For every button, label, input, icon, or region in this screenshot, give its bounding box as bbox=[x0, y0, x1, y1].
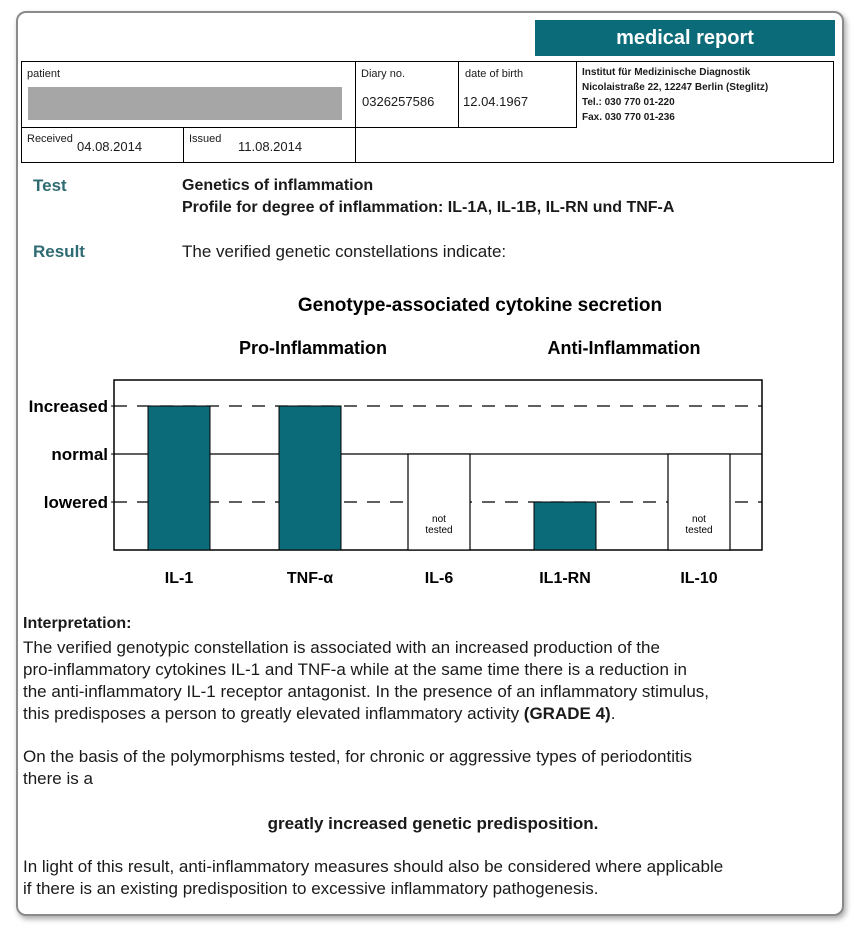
grade-label: (GRADE 4) bbox=[523, 704, 611, 723]
interpretation-paragraph-3 bbox=[23, 856, 723, 900]
issued-value: 11.08.2014 bbox=[238, 139, 303, 154]
diary-label: Diary no. bbox=[361, 68, 406, 80]
result-text: The verified genetic constellations indicate: bbox=[182, 242, 507, 261]
bar bbox=[148, 406, 210, 550]
institute-address bbox=[582, 65, 768, 125]
bar bbox=[534, 502, 596, 550]
interpretation-line: On the basis of the polymorphisms tested, for chronic or aggressive types of periodontitis bbox=[23, 747, 692, 766]
interpretation-line: if there is an existing predisposition to excessive inflammatory pathogenesis. bbox=[23, 879, 599, 898]
y-tick-label: Increased bbox=[28, 397, 108, 416]
group-label-pro: Pro-Inflammation bbox=[238, 338, 388, 358]
cytokine-chart bbox=[0, 280, 866, 880]
result-label: Result bbox=[33, 242, 85, 261]
interpretation-text: this predisposes a person to greatly elevated inflammatory activity bbox=[23, 704, 524, 723]
test-line1: Genetics of inflammation bbox=[182, 177, 374, 194]
chart-title: Genotype-associated cytokine secretion bbox=[297, 295, 663, 316]
institute-name: Institut für Medizinische Diagnostik bbox=[582, 67, 751, 78]
dob-value: 12.04.1967 bbox=[463, 94, 529, 109]
interpretation-heading: Interpretation: bbox=[23, 615, 132, 632]
interpretation-line: the anti-inflammatory IL-1 receptor antagonist. In the presence of an inflammatory stimulus, bbox=[23, 682, 709, 701]
not-tested-label: tested bbox=[685, 525, 713, 536]
not-tested-label: tested bbox=[425, 525, 453, 536]
institute-street: Nicolaistraße 22, 12247 Berlin (Steglitz) bbox=[582, 82, 769, 93]
y-tick-label: normal bbox=[51, 445, 108, 464]
received-value: 04.08.2014 bbox=[77, 139, 143, 154]
bar bbox=[279, 406, 341, 550]
interpretation-line: pro-inflammatory cytokines IL-1 and TNF-a while at the same time there is a reduction in bbox=[23, 660, 687, 679]
x-tick-label: IL-6 bbox=[424, 570, 454, 587]
diary-value: 0326257586 bbox=[362, 94, 435, 109]
dob-label: date of birth bbox=[465, 68, 524, 80]
issued-label: Issued bbox=[189, 133, 222, 145]
report-banner: medical report bbox=[535, 20, 835, 56]
x-tick-label: IL-10 bbox=[680, 570, 718, 587]
interpretation-line: there is a bbox=[23, 769, 93, 788]
interpretation-line: The verified genotypic constellation is associated with an increased production of the bbox=[23, 638, 660, 657]
y-tick-label: lowered bbox=[43, 493, 108, 512]
patient-name-redacted bbox=[28, 87, 342, 120]
conclusion: greatly increased genetic predisposition. bbox=[267, 814, 599, 833]
interpretation-paragraph-2 bbox=[23, 746, 692, 790]
interpretation-line bbox=[23, 703, 709, 725]
x-tick-label: TNF-α bbox=[286, 570, 334, 587]
not-tested-label: not bbox=[432, 514, 446, 525]
interpretation-period: . bbox=[610, 704, 616, 723]
institute-fax: Fax. 030 770 01-236 bbox=[582, 112, 675, 123]
not-tested-label: not bbox=[692, 514, 706, 525]
test-line2: Profile for degree of inflammation: IL-1A, IL-1B, IL-RN und TNF-A bbox=[182, 199, 675, 216]
test-label: Test bbox=[33, 176, 67, 195]
group-label-anti: Anti-Inflammation bbox=[547, 338, 701, 358]
institute-tel: Tel.: 030 770 01-220 bbox=[582, 97, 675, 108]
x-tick-label: IL-1 bbox=[164, 570, 194, 587]
x-tick-label: IL1-RN bbox=[539, 570, 591, 587]
interpretation-paragraph-1 bbox=[23, 637, 709, 725]
interpretation-line: In light of this result, anti-inflammatory measures should also be considered where applicable bbox=[23, 857, 724, 876]
patient-label: patient bbox=[27, 68, 61, 80]
received-label: Received bbox=[27, 133, 73, 145]
